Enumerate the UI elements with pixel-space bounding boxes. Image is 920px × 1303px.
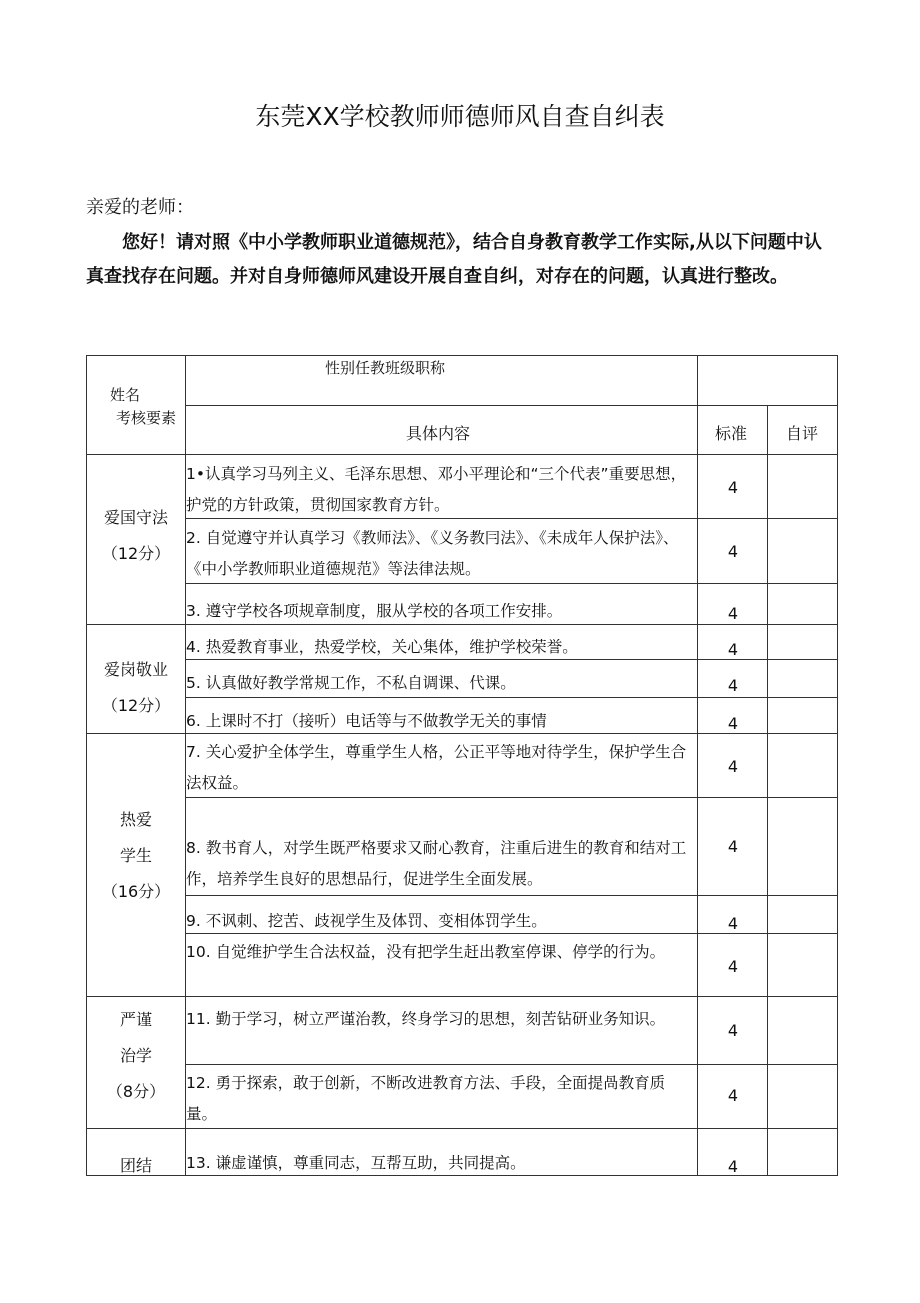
table-row-6: 6. 上课时不打（接听）电话等与不做教学无关的事情 (186, 712, 547, 730)
self-eval-label: 自评 (786, 424, 819, 443)
score-3: 4 (727, 604, 739, 623)
standard-label: 标准 (715, 424, 748, 443)
table-row-13: 13. 谦虚谨慎，尊重同志，互帮互助，共同提高。 (186, 1154, 526, 1172)
greeting: 亲爱的老师： (86, 197, 194, 218)
table-row-3: 3. 遵守学校各项规章制度，服从学校的各项工作安排。 (186, 602, 563, 620)
score-11: 4 (727, 1021, 739, 1040)
element-label: 考核要素 (116, 409, 177, 427)
table-row-8: 8. 教书育人，对学生既严格要求又耐心教育，注重后进生的教育和结对工作，培养学生良好的思想品行，促进学生全面发展。 (186, 839, 687, 888)
score-10: 4 (727, 957, 739, 976)
category-love-students: 热爱 学生 （16分） (101, 810, 171, 901)
table-row-5: 5. 认真做好教学常规工作，不私自调课、代课。 (186, 674, 516, 692)
table-row-1: 1•认真学习马列主义、毛泽东思想、邓小平理论和“三个代表”重要思想，护党的方针政策，贯彻国家教育方针。 (186, 465, 687, 514)
header-info: 性别任教班级职称 (325, 359, 446, 377)
score-13: 4 (727, 1157, 739, 1176)
category-unity: 团结 (119, 1156, 152, 1175)
score-9: 4 (727, 914, 739, 933)
page-title: 东莞XX学校教师师德师风自查自纠表 (255, 102, 665, 131)
table-row-4: 4. 热爱教育事业，热爱学校，关心集体，维护学校荣誉。 (186, 638, 578, 656)
name-label: 姓名 (110, 386, 141, 404)
category-patriotism: 爱国守法 （12分） (101, 508, 171, 563)
table-row-11: 11. 勤于学习，树立严谨治教，终身学习的思想，刻苦钻研业务知识。 (186, 1010, 666, 1028)
score-4: 4 (727, 640, 739, 659)
score-8: 4 (727, 837, 739, 856)
score-6: 4 (727, 714, 739, 733)
content-label: 具体内容 (406, 424, 471, 443)
table-row-10: 10. 自觉维护学生合法权益，没有把学生赶出教室停课、停学的行为。 (186, 943, 666, 961)
table-row-7: 7. 关心爱护全体学生，尊重学生人格，公正平等地对待学生，保护学生合法权益。 (186, 743, 687, 792)
score-7: 4 (727, 757, 739, 776)
category-dedication: 爱岗敬业 （12分） (101, 660, 171, 715)
score-5: 4 (727, 676, 739, 695)
intro-paragraph: 您好！请对照《中小学教师职业道德规范》，结合自身教育教学工作实际,从以下问题中认真查找存在问题。并对自身师德师风建设开展自查自纠，对存在的问题，认真进行整改。 (86, 232, 822, 287)
table-row-9: 9. 不讽刺、挖苦、歧视学生及体罚、变相体罚学生。 (186, 912, 547, 930)
table-row-12: 12. 勇于探索，敢于创新，不断改进教育方法、手段，全面提咼教育质量。 (186, 1074, 666, 1123)
table-row-2: 2. 自觉遵守并认真学习《教师法》、《义务教冃法》、《未成年人保护法》、《中小学教师职业道德规范》等法律法规。 (186, 529, 679, 578)
score-2: 4 (727, 542, 739, 561)
category-rigorous-teaching: 严谨 治学 （8分） (106, 1010, 166, 1101)
score-1: 4 (727, 478, 739, 497)
score-12: 4 (727, 1086, 739, 1105)
